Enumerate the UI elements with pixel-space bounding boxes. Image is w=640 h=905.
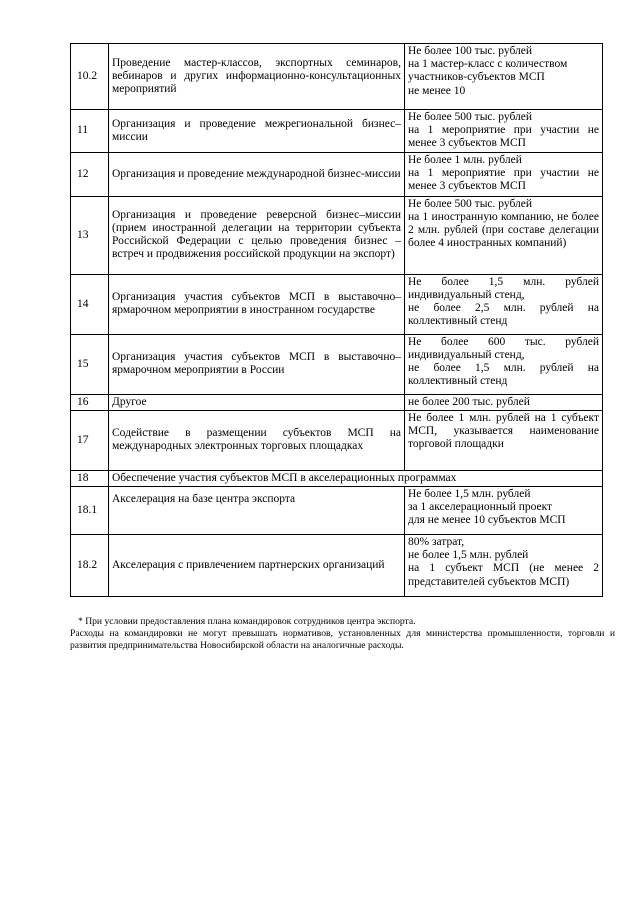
row-number: 18.2 (71, 535, 109, 597)
measure-description: Организация и проведение межрегиональной бизнес–миссии (109, 110, 405, 153)
measure-description: Организация участия субъектов МСП в выставочно–ярмарочном мероприятии в России (109, 334, 405, 394)
row-number: 10.2 (71, 44, 109, 110)
measure-description: Акселерация на базе центра экспорта (109, 487, 405, 535)
row-number: 18 (71, 470, 109, 486)
amount-line: не более 1,5 млн. рублей на коллективный стенд (408, 362, 599, 388)
row-number: 17 (71, 410, 109, 470)
amount-line: на 1 субъект МСП (не менее 2 представителей субъектов МСП) (408, 562, 599, 588)
amount-line: 80% затрат, (408, 536, 465, 549)
measure-amount (405, 487, 603, 535)
amount-line: не более 2,5 млн. рублей на коллективный стенд (408, 302, 599, 328)
row-number: 13 (71, 196, 109, 274)
measure-amount (405, 274, 603, 334)
measure-amount (405, 44, 603, 110)
amount-line: Не более 600 тыс. рублей индивидуальный стенд, (408, 335, 599, 361)
table-row (71, 110, 603, 153)
amount-line: Не более 100 тыс. рублей (408, 45, 533, 57)
measure-description: Обеспечение участия субъектов МСП в акселерационных программах (109, 470, 603, 486)
row-number: 15 (71, 334, 109, 394)
amount-line: не более 1,5 млн. рублей (408, 549, 529, 562)
amount-line: Не более 1,5 млн. рублей индивидуальный стенд, (408, 275, 599, 301)
measure-description: Организация и проведение реверсной бизнес–миссии (прием иностранной делегации на территории субъекта Российской Федерации с целью проведения бизнес – встреч и продвижения российской продукции на экспорт) (109, 196, 405, 274)
amount-line: для не менее 10 субъектов МСП (408, 514, 566, 527)
table-row (71, 394, 603, 410)
measure-amount (405, 410, 603, 470)
measure-description: Содействие в размещении субъектов МСП на международных электронных торговых площадках (109, 410, 405, 470)
measure-description: Организация и проведение международной бизнес-миссии (109, 152, 405, 196)
measure-amount (405, 535, 603, 597)
table-row (71, 44, 603, 110)
amount-line: за 1 акселерационный проект (408, 501, 553, 514)
table-row (71, 410, 603, 470)
row-number: 16 (71, 394, 109, 410)
footnote-business-trip-plan: * При условии предоставления плана командировок сотрудников центра экспорта. (78, 616, 416, 627)
measure-amount (405, 196, 603, 274)
amount-line: Не более 1 млн. рублей на 1 субъект МСП, указывается наименование торговой площадки (408, 411, 599, 451)
amount-line: на 1 мастер-класс с количеством (408, 58, 568, 71)
measure-amount (405, 152, 603, 196)
row-number: 12 (71, 152, 109, 196)
table-row (71, 535, 603, 597)
row-number: 14 (71, 274, 109, 334)
measure-description: Другое (109, 394, 405, 410)
measure-description: Организация участия субъектов МСП в выставочно–ярмарочном мероприятии в иностранном государстве (109, 274, 405, 334)
amount-line: Не более 500 тыс. рублей (408, 197, 533, 210)
measure-description: Проведение мастер-классов, экспортных семинаров, вебинаров и других информационно-консультационных мероприятий (109, 44, 405, 110)
amount-line: на 1 иностранную компанию, не более 2 млн. рублей (при составе делегации более 4 иностранных компаний) (408, 210, 599, 250)
amount-line: Не более 1,5 млн. рублей (408, 488, 531, 501)
table-row (71, 274, 603, 334)
measure-amount (405, 394, 603, 410)
measure-amount (405, 334, 603, 394)
table-row (71, 470, 603, 486)
amount-line: на 1 мероприятие при участии не менее 3 субъектов МСП (408, 124, 599, 150)
amount-line: не менее 10 (408, 84, 466, 97)
amount-line: участников-субъектов МСП (408, 71, 545, 84)
footnote-expense-limit: Расходы на командировки не могут превышать нормативов, установленных для министерства промышленности, торговли и развития предпринимательства Новосибирской области на аналогичные расходы. (70, 628, 615, 651)
amount-line: на 1 мероприятие при участии не менее 3 субъектов МСП (408, 166, 599, 193)
row-number: 11 (71, 110, 109, 153)
table-row (71, 487, 603, 535)
amount-line: Не более 500 тыс. рублей (408, 111, 533, 123)
table-row (71, 334, 603, 394)
table-row (71, 152, 603, 196)
footnotes (70, 616, 615, 652)
amount-line: Не более 1 млн. рублей (408, 153, 522, 166)
measure-description: Акселерация с привлечением партнерских организаций (109, 535, 405, 597)
amount-line: не более 200 тыс. рублей (408, 395, 530, 408)
support-measures-table (70, 43, 603, 597)
row-number: 18.1 (71, 487, 109, 535)
measure-amount (405, 110, 603, 153)
table-row (71, 196, 603, 274)
